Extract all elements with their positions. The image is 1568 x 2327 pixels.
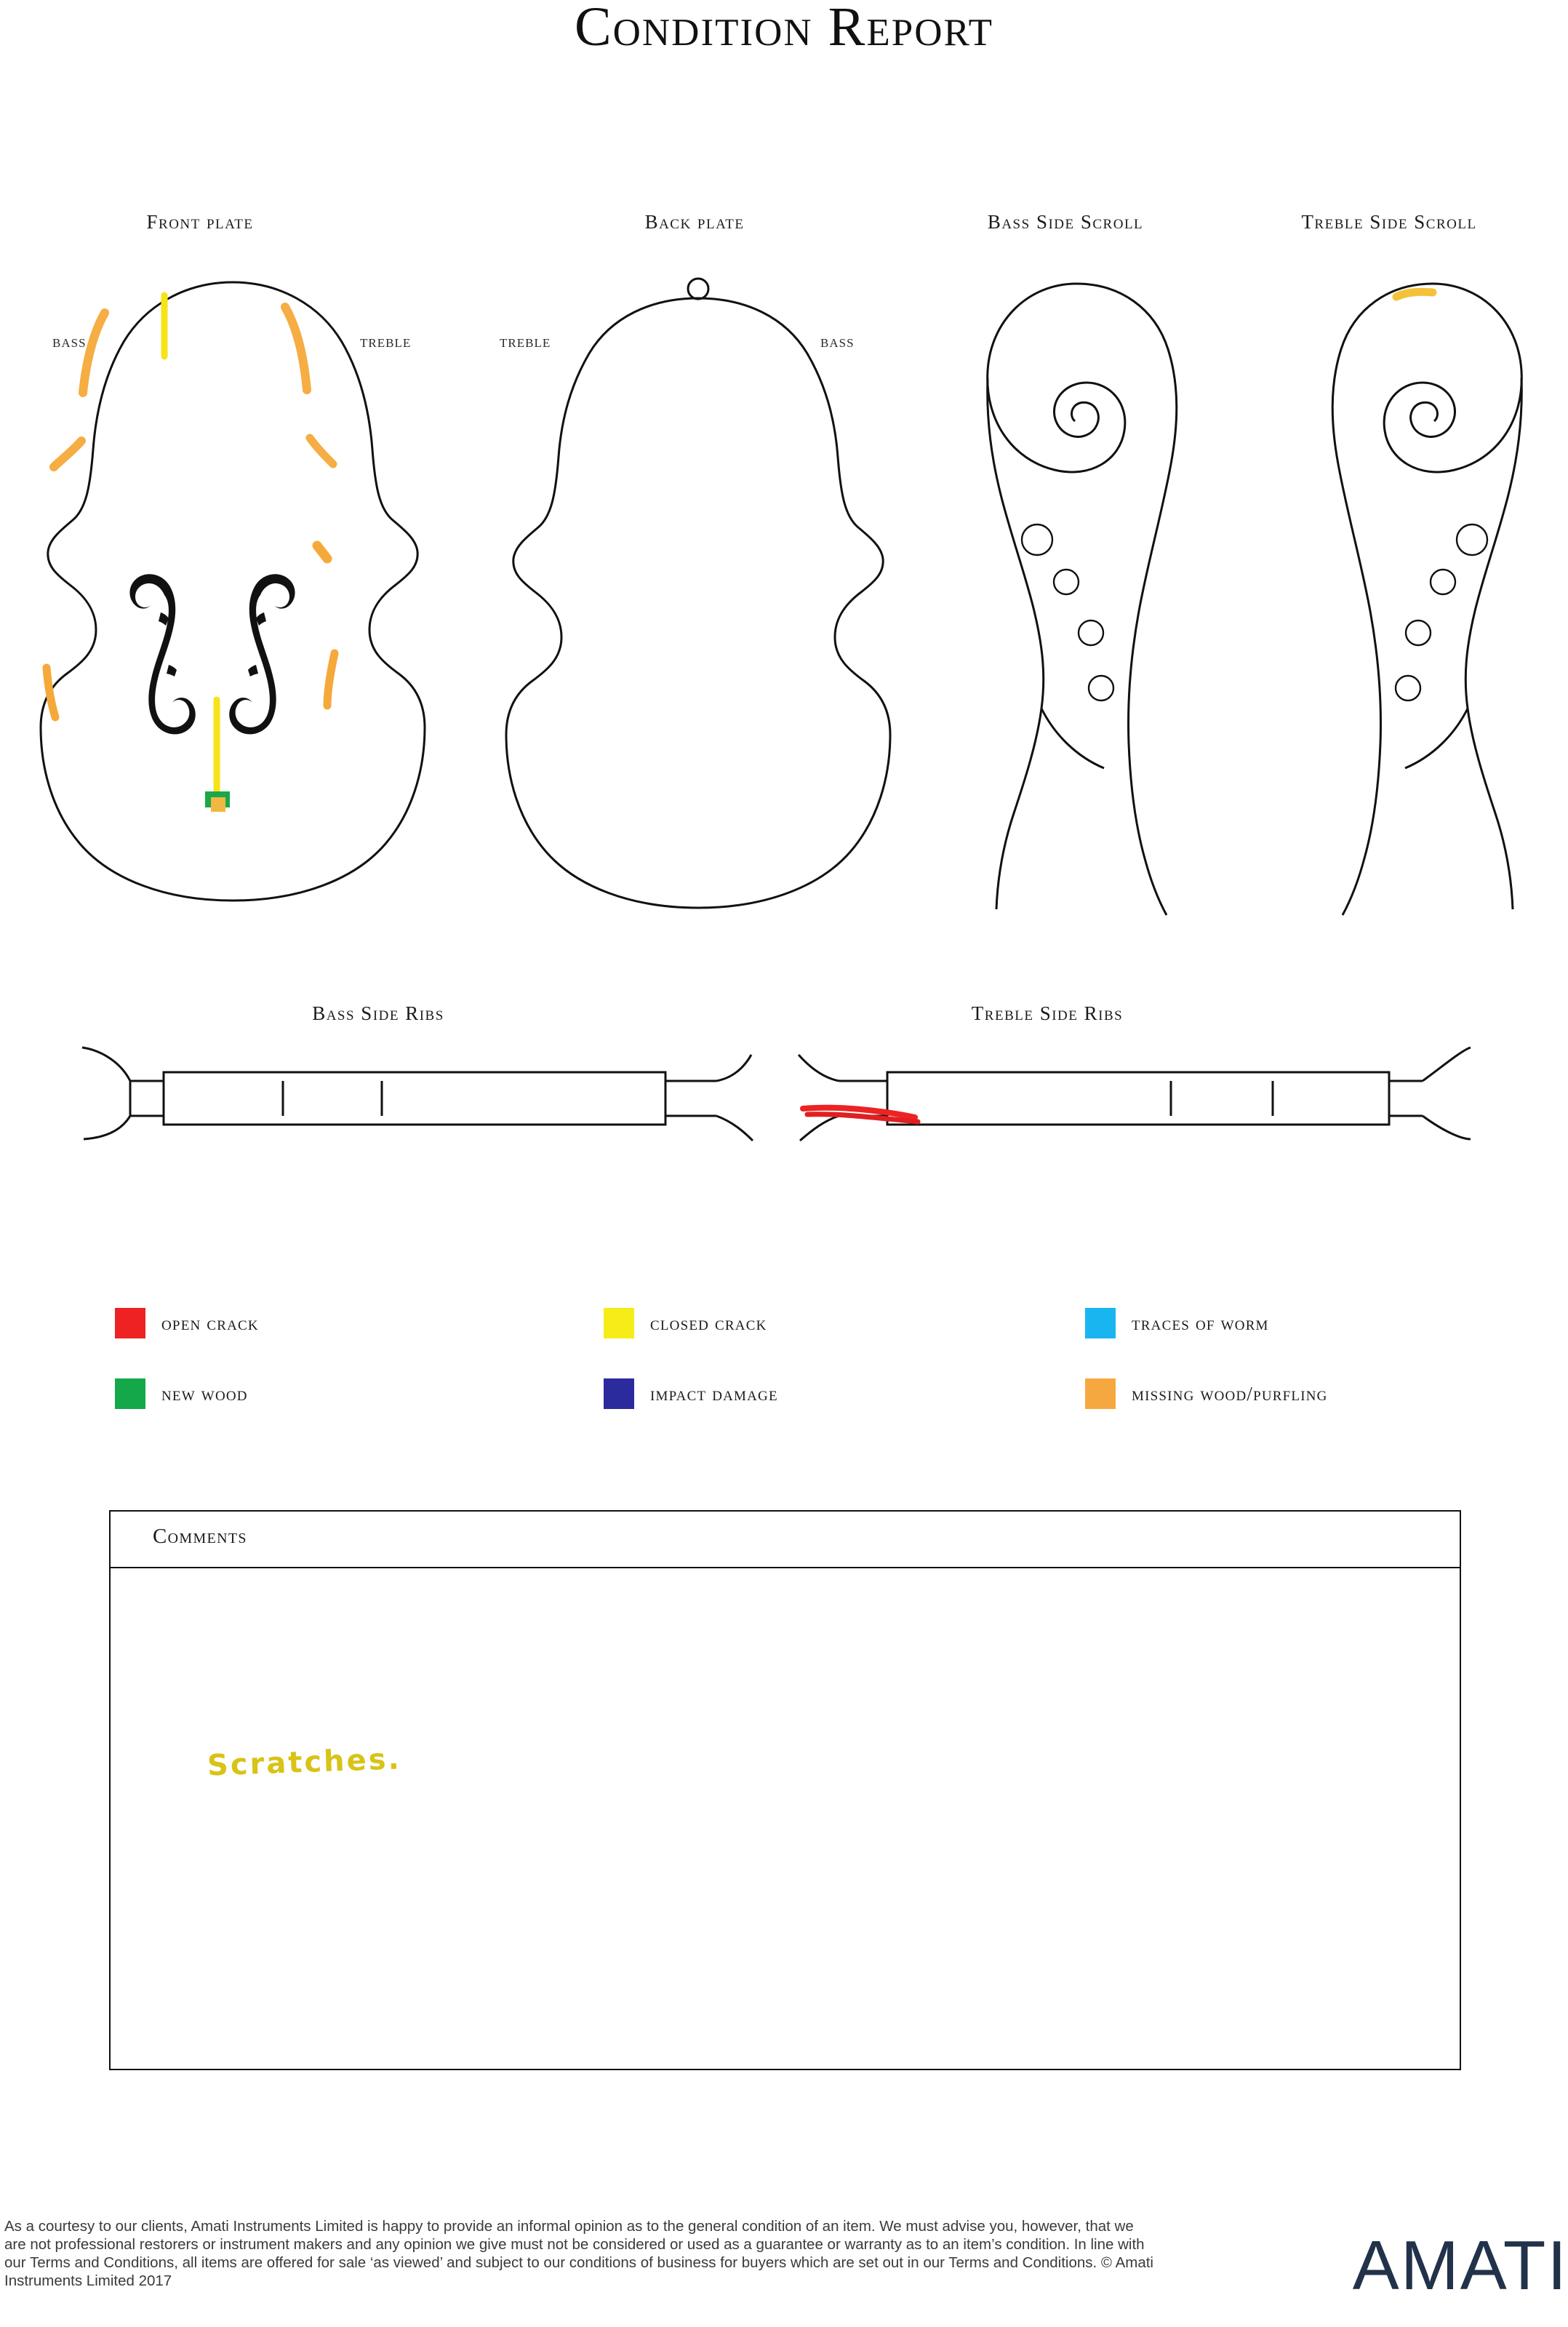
- legend-item-new-wood: [115, 1378, 248, 1409]
- legend: [0, 1302, 1568, 1433]
- caption-treble-ribs: Treble Side Ribs: [971, 1002, 1124, 1024]
- back-plate-bass-label: BASS: [820, 336, 855, 350]
- legend-label-new-wood: new wood: [161, 1382, 248, 1405]
- legend-swatch-open-crack: [115, 1308, 145, 1338]
- legend-label-closed-crack: closed crack: [650, 1312, 767, 1334]
- legend-item-open-crack: [115, 1308, 259, 1338]
- comments-handwritten-text: Scratches.: [207, 1742, 402, 1783]
- legend-item-closed-crack: [604, 1308, 767, 1338]
- legend-swatch-closed-crack: [604, 1308, 634, 1338]
- amati-logo: [1353, 2226, 1568, 2306]
- footer-disclaimer: As a courtesy to our clients, Amati Instruments Limited is happy to provide an informal opinion as to the general condition of an item. We must advise you, however, that we are not professional restorers or instrument makers and any opinion we give must not be considered or used as a guarantee or warranty as to an item’s condition. In line with our Terms and Conditions, all items are offered for sale ‘as viewed’ and subject to our conditions of business for buyers which are set out in our Terms and Conditions. © Amati Instruments Limited 2017: [4, 2218, 1153, 2289]
- legend-item-missing-wood: [1085, 1378, 1328, 1409]
- bass-ribs-diagram: [76, 1033, 760, 1142]
- caption-front-plate: Front plate: [146, 211, 254, 233]
- page-title: Condition Report: [574, 0, 994, 57]
- front-plate-bass-label: BASS: [52, 336, 87, 350]
- legend-swatch-traces-of-worm: [1085, 1308, 1116, 1338]
- legend-item-impact-damage: [604, 1378, 778, 1409]
- legend-swatch-missing-wood: [1085, 1378, 1116, 1409]
- legend-swatch-new-wood: [115, 1378, 145, 1409]
- bass-scroll-diagram: [967, 269, 1207, 946]
- front-plate-diagram: [29, 269, 480, 946]
- legend-label-impact-damage: impact damage: [650, 1382, 778, 1405]
- caption-treble-scroll: Treble Side Scroll: [1301, 211, 1477, 233]
- back-plate-diagram: [495, 269, 945, 946]
- caption-back-plate: Back plate: [644, 211, 745, 233]
- legend-item-traces-of-worm: [1085, 1308, 1269, 1338]
- legend-label-open-crack: open crack: [161, 1312, 259, 1334]
- annotation-marks: [47, 295, 335, 812]
- caption-bass-scroll: Bass Side Scroll: [987, 211, 1144, 233]
- annotation-open-crack: [803, 1108, 918, 1122]
- caption-bass-ribs: Bass Side Ribs: [312, 1002, 444, 1024]
- treble-scroll-diagram: [1302, 269, 1542, 946]
- legend-swatch-impact-damage: [604, 1378, 634, 1409]
- comments-box[interactable]: [109, 1510, 1461, 2070]
- legend-label-traces-of-worm: traces of worm: [1132, 1312, 1269, 1334]
- comments-header-label: Comments: [153, 1525, 247, 1548]
- back-plate-treble-label: TREBLE: [500, 336, 551, 350]
- comments-header: [111, 1512, 1460, 1568]
- amati-logo-text: AMATI: [1352, 2227, 1568, 2304]
- front-plate-treble-label: TREBLE: [360, 336, 412, 350]
- legend-label-missing-wood: missing wood/purfling: [1132, 1382, 1328, 1405]
- treble-ribs-diagram: [793, 1033, 1476, 1142]
